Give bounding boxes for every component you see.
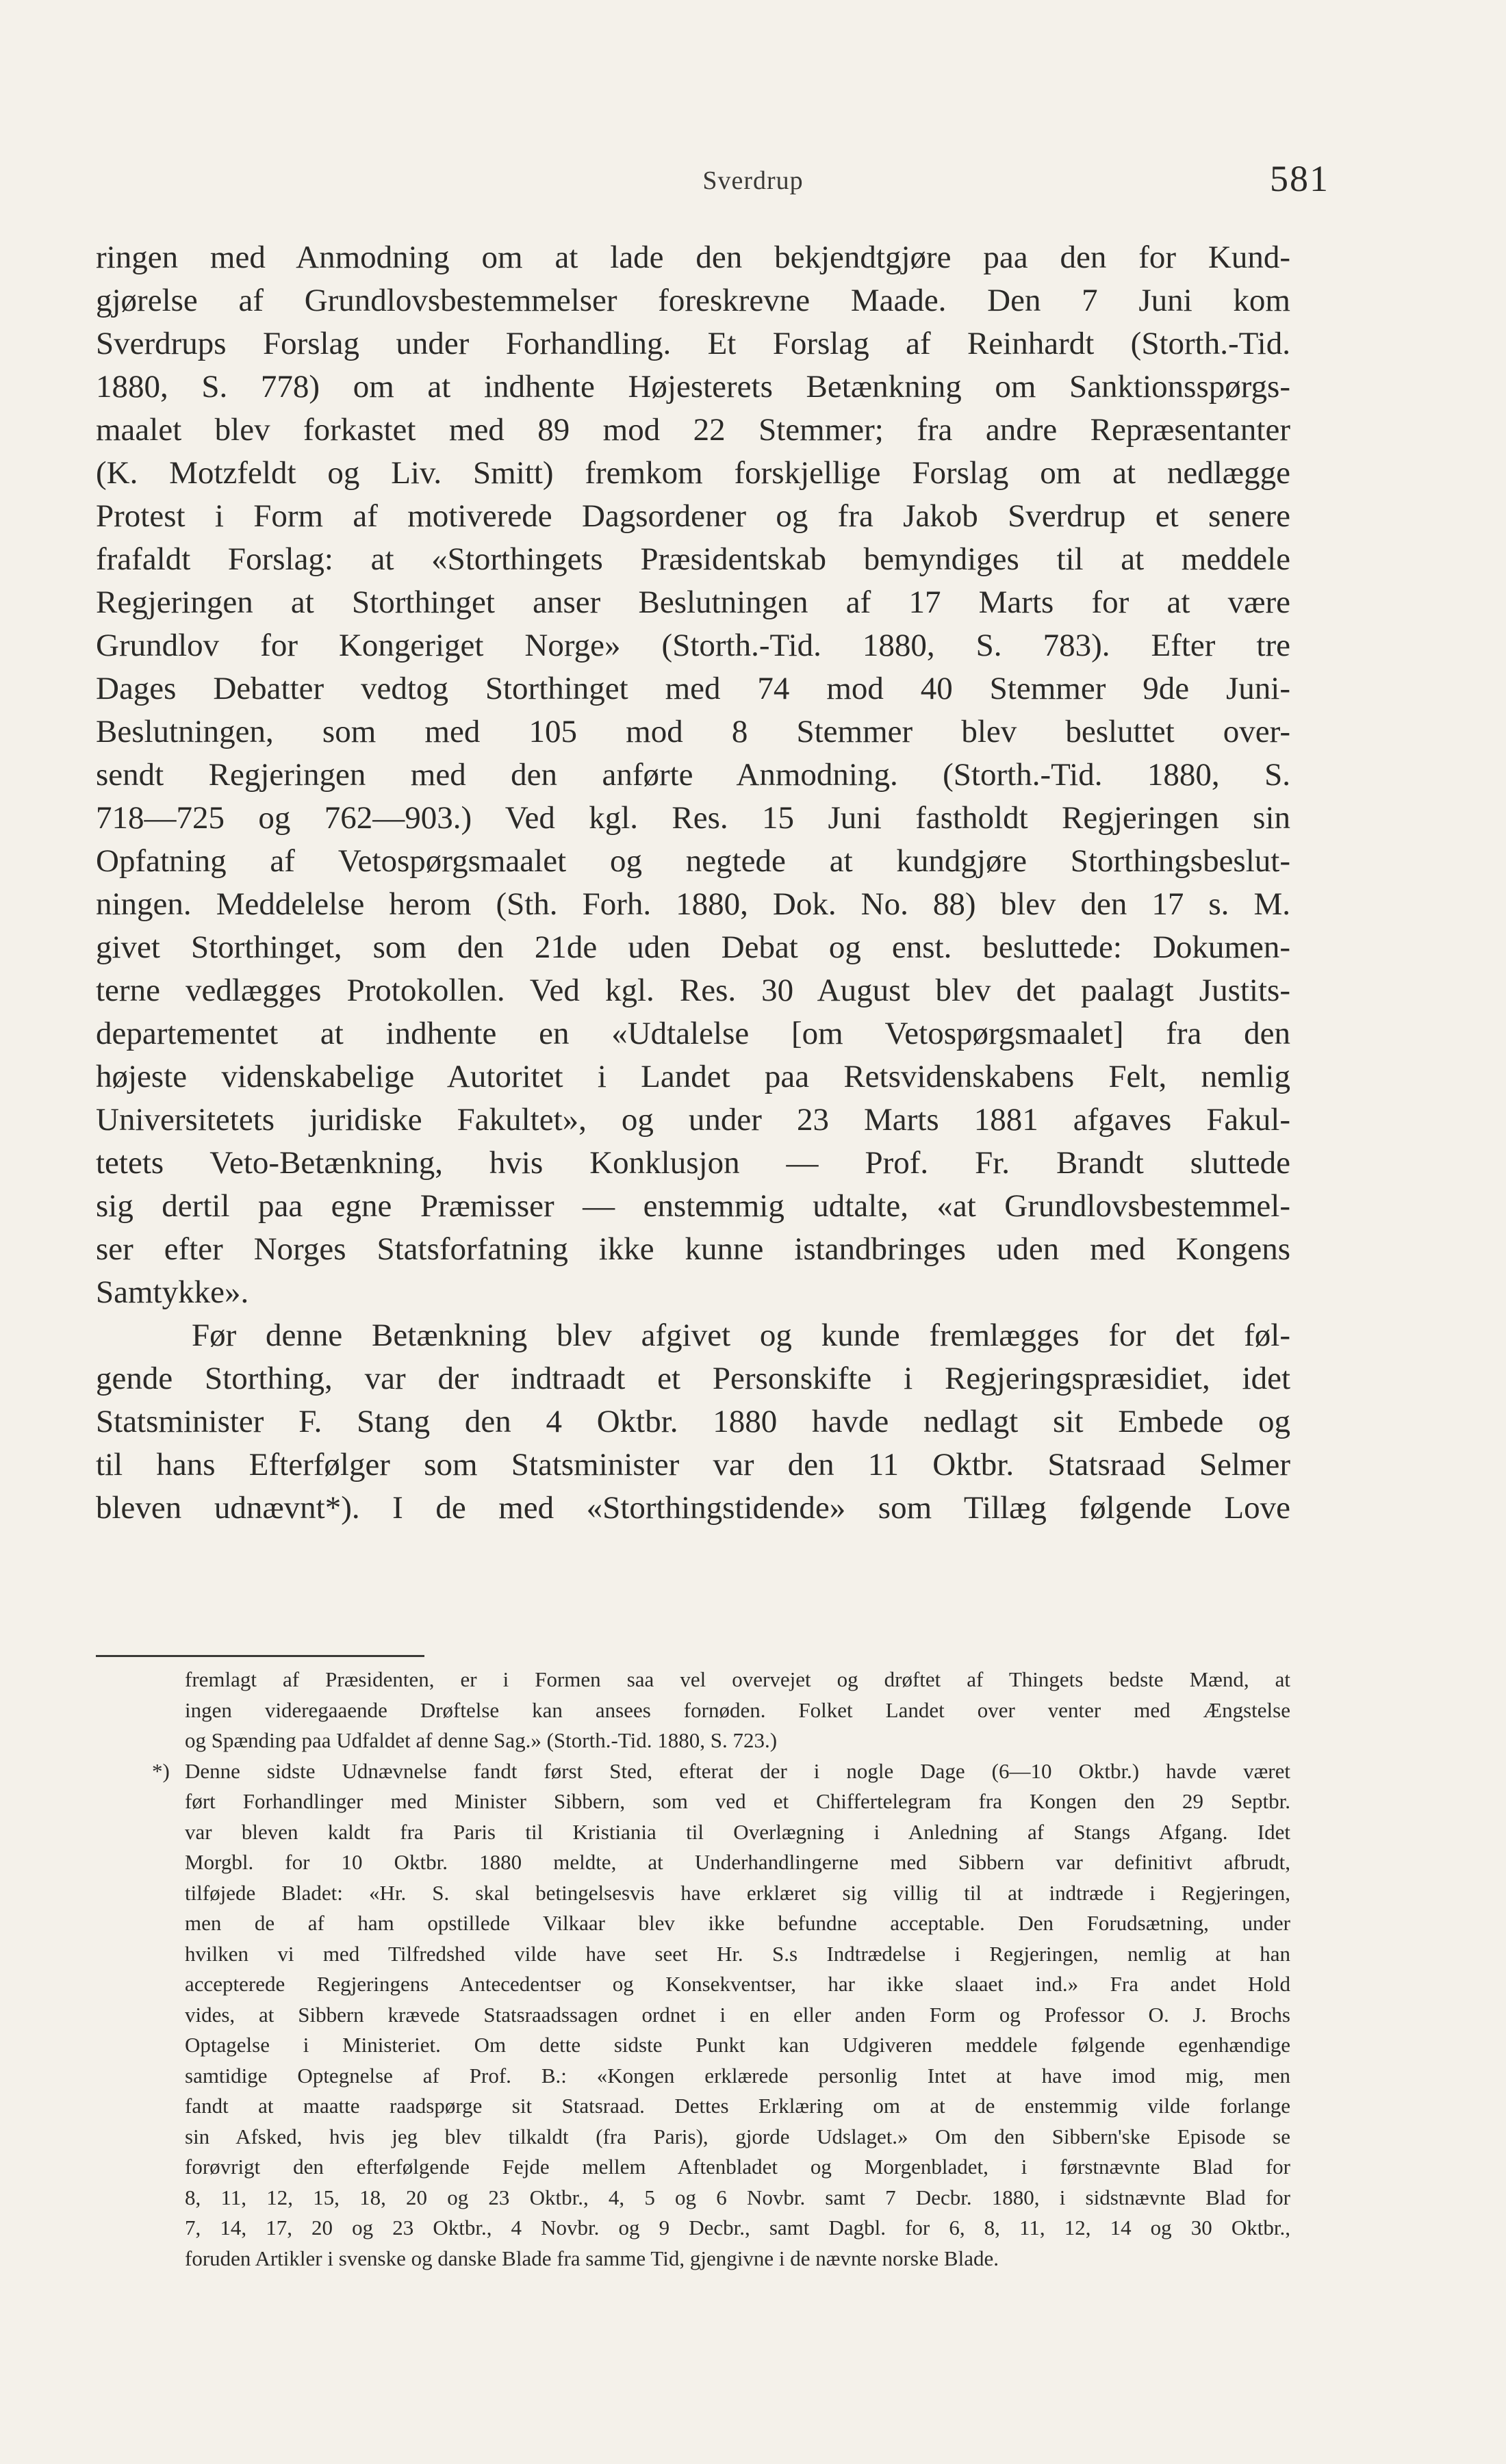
- page-number: 581: [1270, 158, 1329, 199]
- text-line: 718—725 og 762—903.) Ved kgl. Res. 15 Juni fastholdt Regjeringen sin: [96, 800, 1290, 836]
- text-line: givet Storthinget, som den 21de uden Debat og enst. besluttede: Dokumen-: [96, 929, 1290, 965]
- footnote-line: accepterede Regjeringens Antecedentser og Konsekventser, har ikke slaaet ind.» Fra andet Hold: [185, 1972, 1290, 1996]
- footnote-line: tilføjede Bladet: «Hr. S. skal betingelsesvis have erklæret sig villig til at indtræde i Regjeringen,: [185, 1880, 1290, 1905]
- text-line: frafaldt Forslag: at «Storthingets Præsidentskab bemyndiges til at meddele: [96, 541, 1290, 577]
- text-line: terne vedlægges Protokollen. Ved kgl. Res. 30 August blev det paalagt Justits-: [96, 973, 1290, 1008]
- footnote-divider: [96, 1655, 424, 1657]
- footnote-line: sin Afsked, hvis jeg blev tilkaldt (fra Paris), gjorde Udslaget.» Om den Sibbern'ske Episode se: [185, 2124, 1290, 2148]
- footnote-line: og Spænding paa Udfaldet af denne Sag.» (Storth.-Tid. 1880, S. 723.): [185, 1728, 778, 1752]
- text-line: til hans Efterfølger som Statsminister var den 11 Oktbr. Statsraad Selmer: [96, 1447, 1290, 1483]
- text-line: ser efter Norges Statsforfatning ikke kunne istandbringes uden med Kongens: [96, 1231, 1290, 1267]
- text-line: Før denne Betænkning blev afgivet og kunde fremlægges for det føl-: [192, 1318, 1290, 1353]
- running-head: Sverdrup: [702, 166, 804, 195]
- text-line: ningen. Meddelelse herom (Sth. Forh. 1880, Dok. No. 88) blev den 17 s. M.: [96, 886, 1290, 922]
- text-line: Opfatning af Vetospørgsmaalet og negtede at kundgjøre Storthingsbeslut-: [96, 843, 1290, 879]
- text-line: Beslutningen, som med 105 mod 8 Stemmer blev besluttet over-: [96, 714, 1290, 749]
- text-line: Sverdrups Forslag under Forhandling. Et Forslag af Reinhardt (Storth.-Tid.: [96, 326, 1290, 361]
- footnote-line: hvilken vi med Tilfredshed vilde have seet Hr. S.s Indtrædelse i Regjeringen, nemlig at han: [185, 1941, 1290, 1966]
- text-line: tetets Veto-Betænkning, hvis Konklusjon — Prof. Fr. Brandt sluttede: [96, 1145, 1290, 1181]
- text-line: maalet blev forkastet med 89 mod 22 Stemmer; fra andre Repræsentanter: [96, 412, 1290, 448]
- footnote-line: Optagelse i Ministeriet. Om dette sidste Punkt kan Udgiveren meddele følgende egenhændige: [185, 2033, 1290, 2057]
- text-line: Protest i Form af motiverede Dagsordener og fra Jakob Sverdrup et senere: [96, 498, 1290, 534]
- text-line: (K. Motzfeldt og Liv. Smitt) fremkom forskjellige Forslag om at nedlægge: [96, 455, 1290, 491]
- text-line: 1880, S. 778) om at indhente Højesterets Betænkning om Sanktionsspørgs-: [96, 369, 1290, 405]
- footnote-line: foruden Artikler i svenske og danske Blade fra samme Tid, gjengivne i de nævnte norske Blade.: [185, 2246, 999, 2270]
- footnote-line: fandt at maatte raadspørge sit Statsraad. Dettes Erklæring om at de enstemmig vilde forlange: [185, 2094, 1290, 2118]
- footnote-line: fremlagt af Præsidenten, er i Formen saa vel overvejet og drøftet af Thingets bedste Mænd, at: [185, 1667, 1290, 1691]
- footnotes: [96, 1665, 1290, 2274]
- text-line: ringen med Anmodning om at lade den bekjendtgjøre paa den for Kund-: [96, 240, 1290, 275]
- text-line: gjørelse af Grundlovsbestemmelser foreskrevne Maade. Den 7 Juni kom: [96, 283, 1290, 318]
- text-line: gende Storthing, var der indtraadt et Personskifte i Regjeringspræsidiet, idet: [96, 1361, 1290, 1396]
- footnote-line: ingen videregaaende Drøftelse kan ansees fornøden. Folket Landet over venter med Ængstelse: [185, 1697, 1290, 1722]
- text-line: Universitetets juridiske Fakultet», og under 23 Marts 1881 afgaves Fakul-: [96, 1102, 1290, 1138]
- footnote-line: 8, 11, 12, 15, 18, 20 og 23 Oktbr., 4, 5 og 6 Novbr. samt 7 Decbr. 1880, i sidstnævnte Blad for: [185, 2185, 1290, 2209]
- text-line: Samtykke».: [96, 1274, 249, 1310]
- footnote-line: var bleven kaldt fra Paris til Kristiania til Overlægning i Anledning af Stangs Afgang. Idet: [185, 1819, 1290, 1844]
- footnote-line: men de af ham opstillede Vilkaar blev ikke befundne acceptable. Den Forudsætning, under: [185, 1911, 1290, 1935]
- footnote-line: 7, 14, 17, 20 og 23 Oktbr., 4 Novbr. og 9 Decbr., samt Dagbl. for 6, 8, 11, 12, 14 og 30 Oktbr.,: [185, 2216, 1290, 2240]
- text-line: sig dertil paa egne Præmisser — enstemmig udtalte, «at Grundlovsbestemmel-: [96, 1188, 1290, 1224]
- text-line: bleven udnævnt*). I de med «Storthingstidende» som Tillæg følgende Love: [96, 1490, 1290, 1526]
- text-line: departementet at indhente en «Udtalelse [om Vetospørgsmaalet] fra den: [96, 1016, 1290, 1051]
- footnote-line: samtidige Optegnelse af Prof. B.: «Kongen erklærede personlig Intet at have imod mig, men: [185, 2063, 1290, 2088]
- footnote-line: Morgbl. for 10 Oktbr. 1880 meldte, at Underhandlingerne med Sibbern var definitivt afbrudt,: [185, 1850, 1290, 1874]
- footnote-line: vides, at Sibbern krævede Statsraadssagen ordnet i en eller anden Form og Professor O. J. Brochs: [185, 2002, 1290, 2027]
- text-line: sendt Regjeringen med den anførte Anmodning. (Storth.-Tid. 1880, S.: [96, 757, 1290, 793]
- text-line: Dages Debatter vedtog Storthinget med 74 mod 40 Stemmer 9de Juni-: [96, 671, 1290, 706]
- page-header: [0, 157, 1506, 212]
- text-line: Statsminister F. Stang den 4 Oktbr. 1880 havde nedlagt sit Embede og: [96, 1404, 1290, 1439]
- footnote-marked-line: [96, 1756, 1290, 1787]
- footnote-line: ført Forhandlinger med Minister Sibbern, som ved et Chiffertelegram fra Kongen den 29 Septbr.: [185, 1789, 1290, 1813]
- body-text: [96, 236, 1290, 1530]
- footnote-marker: *): [152, 1758, 170, 1783]
- text-line: Grundlov for Kongeriget Norge» (Storth.-Tid. 1880, S. 783). Efter tre: [96, 628, 1290, 663]
- text-line: højeste videnskabelige Autoritet i Landet paa Retsvidenskabens Felt, nemlig: [96, 1059, 1290, 1094]
- footnote-line: forøvrigt den efterfølgende Fejde mellem Aftenbladet og Morgenbladet, i førstnævnte Blad for: [185, 2155, 1290, 2179]
- text-line: Regjeringen at Storthinget anser Beslutningen af 17 Marts for at være: [96, 585, 1290, 620]
- footnote-line-text: Denne sidste Udnævnelse fandt først Sted, efterat der i nogle Dage (6—10 Oktbr.) havde været: [185, 1758, 1290, 1783]
